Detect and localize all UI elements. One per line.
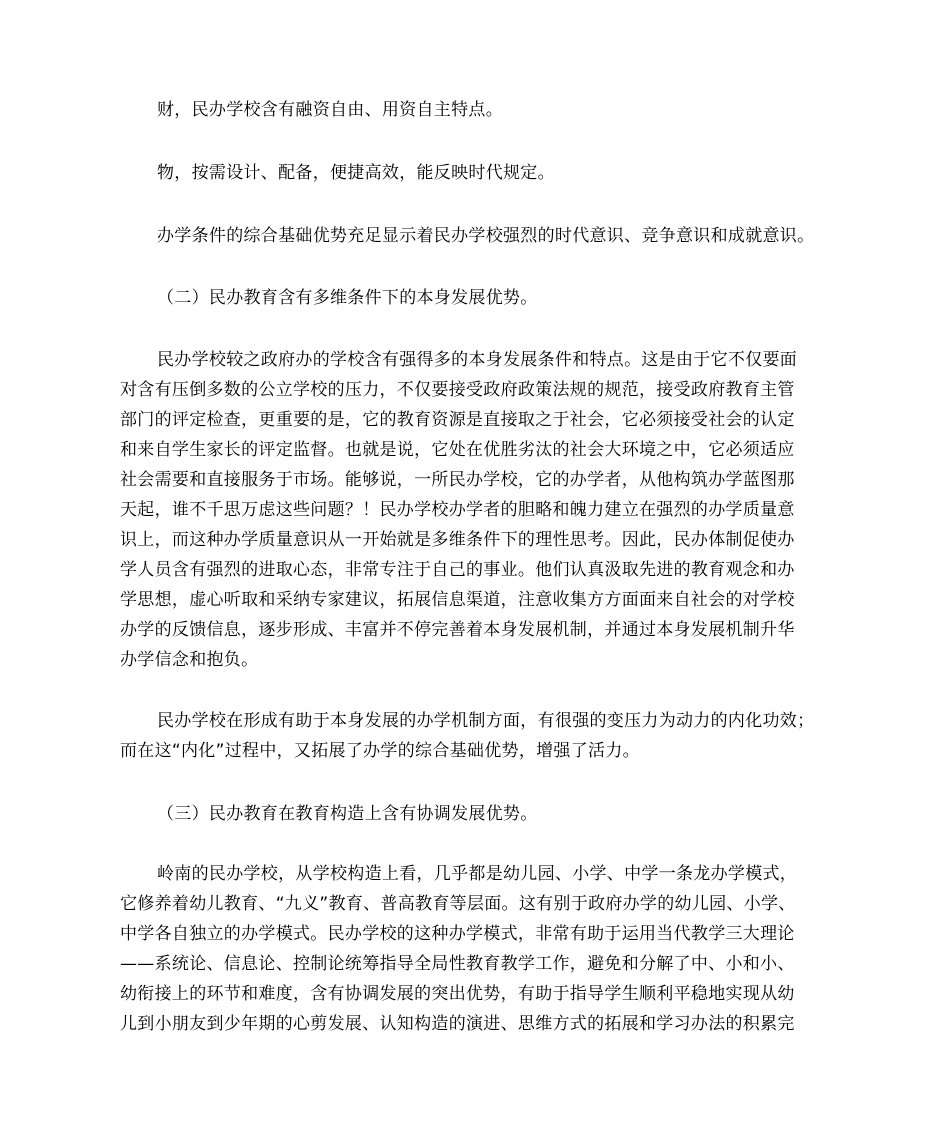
paragraph-line: ——系统论、信息论、控制论统筹指导全局性教育教学工作，避免和分解了中、小和小、 xyxy=(120,954,795,974)
paragraph-line: 儿到小朋友到少年期的心剪发展、认知构造的演进、思维方式的拓展和学习办法的积累完 xyxy=(120,1014,795,1034)
paragraph-line: 社会需要和直接服务于市场。能够说，一所民办学校，它的办学者，从他构筑办学蓝图那 xyxy=(120,470,795,490)
paragraph-line: 而在这“内化”过程中，又拓展了办学的综合基础优势，增强了活力。 xyxy=(120,741,640,761)
section-heading: （二）民办教育含有多维条件下的本身发展优势。 xyxy=(157,288,538,308)
paragraph-line: 学思想，虚心听取和采纳专家建议，拓展信息渠道，注意收集方方面面来自社会的对学校 xyxy=(120,590,795,610)
paragraph-line: 部门的评定检查，更重要的是，它的教育资源是直接取之于社会，它必须接受社会的认定 xyxy=(120,410,795,430)
paragraph-line: 天起，谁不千思万虑这些问题？！民办学校办学者的胆略和魄力建立在强烈的办学质量意 xyxy=(120,500,795,520)
paragraph-line: 识上，而这种办学质量意识从一开始就是多维条件下的理性思考。因此，民办体制促使办 xyxy=(120,530,795,550)
paragraph-line: 民办学校较之政府办的学校含有强得多的本身发展条件和特点。这是由于它不仅要面 xyxy=(157,350,798,370)
paragraph-line: 岭南的民办学校，从学校构造上看，几乎都是幼儿园、小学、中学一条龙办学模式， xyxy=(157,864,798,884)
paragraph-line: 物，按需设计、配备，便捷高效，能反映时代规定。 xyxy=(157,163,555,183)
section-heading: （三）民办教育在教育构造上含有协调发展优势。 xyxy=(157,804,538,824)
paragraph-line: 学人员含有强烈的进取心态，非常专注于自己的事业。他们认真汲取先进的教育观念和办 xyxy=(120,560,795,580)
paragraph-line: 办学的反馈信息，逐步形成、丰富并不停完善着本身发展机制，并通过本身发展机制升华 xyxy=(120,620,795,640)
paragraph-line: 对含有压倒多数的公立学校的压力，不仅要接受政府政策法规的规范，接受政府教育主管 xyxy=(120,380,795,400)
paragraph-line: 幼衔接上的环节和难度，含有协调发展的突出优势，有助于指导学生顺利平稳地实现从幼 xyxy=(120,984,795,1004)
paragraph-line: 它修养着幼儿教育、“九义”教育、普高教育等层面。这有别于政府办学的幼儿园、小学、 xyxy=(120,894,796,914)
paragraph-line: 民办学校在形成有助于本身发展的办学机制方面，有很强的变压力为动力的内化功效； xyxy=(157,711,815,731)
paragraph-line: 和来自学生家长的评定监督。也就是说，它处在优胜劣汰的社会大环境之中，它必须适应 xyxy=(120,440,795,460)
paragraph-line: 办学信念和抱负。 xyxy=(120,650,259,670)
paragraph-line: 财，民办学校含有融资自由、用资自主特点。 xyxy=(157,100,503,120)
paragraph-line: 办学条件的综合基础优势充足显示着民办学校强烈的时代意识、竞争意识和成就意识。 xyxy=(157,226,815,246)
paragraph-line: 中学各自独立的办学模式。民办学校的这种办学模式，非常有助于运用当代教学三大理论 xyxy=(120,924,795,944)
